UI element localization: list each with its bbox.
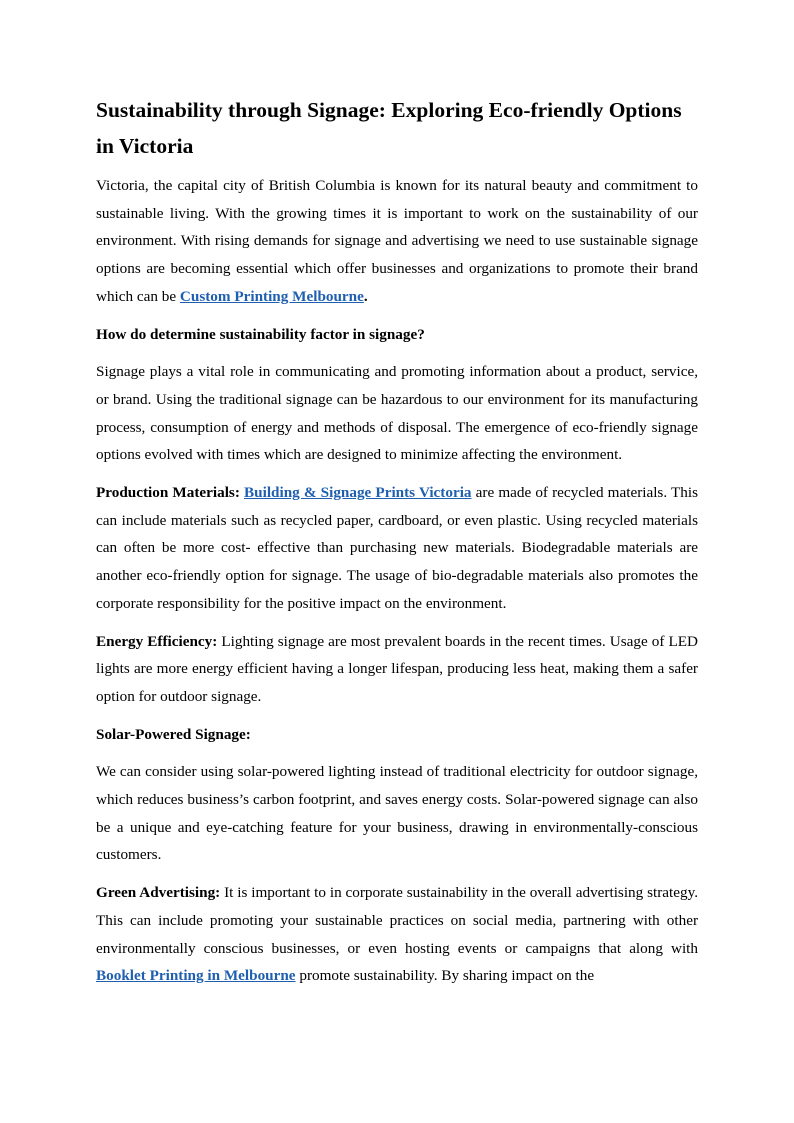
green-advertising-after: promote sustainability. By sharing impact on the <box>295 967 595 985</box>
solar-powered-heading: Solar-Powered Signage: <box>96 725 251 743</box>
production-materials-label: Production Materials: <box>96 484 245 502</box>
custom-printing-melbourne-link[interactable]: Custom Printing Melbourne <box>179 287 364 305</box>
sustainability-factor-heading: How do determine sustainability factor in signage? <box>96 325 425 343</box>
green-advertising-text: It is important to in corporate sustainability in the overall advertising strategy. This can include promoting your sustainable practices on social media, partnering with other environmentally conscious businesses, or even hosting events or campaigns that along with <box>96 884 698 957</box>
document-page <box>96 92 698 1000</box>
signage-role-paragraph: Signage plays a vital role in communicating and promoting information about a product, service, or brand. Using the traditional signage can be hazardous to our environment for its manufacturing process, consumption of energy and methods of disposal. The emergence of eco-friendly signage options evolved with times which are designed to minimize affecting the environment. <box>96 363 698 464</box>
intro-text: Victoria, the capital city of British Columbia is known for its natural beauty and commitment to sustainable living. With the growing times it is important to work on the sustainability of our environment. With rising demands for signage and advertising we need to use sustainable signage options are becoming essential which offer businesses and organizations to promote their brand which can be <box>96 177 698 305</box>
green-advertising-label: Green Advertising: <box>96 884 225 902</box>
energy-efficiency-label: Energy Efficiency: <box>96 632 222 650</box>
green-advertising-paragraph <box>96 879 698 990</box>
intro-paragraph <box>96 172 698 311</box>
energy-efficiency-paragraph <box>96 628 698 711</box>
document-title: Sustainability through Signage: Exploring Eco-friendly Options in Victoria <box>96 98 682 158</box>
solar-powered-paragraph: We can consider using solar-powered lighting instead of traditional electricity for outdoor signage, which reduces business’s carbon footprint, and saves energy costs. Solar-powered signage can also be a unique and eye-catching feature for your business, drawing in environmentally-conscious customers. <box>96 763 698 864</box>
production-materials-text: are made of recycled materials. This can include materials such as recycled paper, cardboard, or even plastic. Using recycled materials can often be more cost- effective than purchasing new materials. Biodegradable materials are another eco-friendly option for signage. The usage of bio-degradable materials also promotes the corporate responsibility for the positive impact on the environment. <box>96 484 698 612</box>
energy-efficiency-text: Lighting signage are most prevalent boards in the recent times. Usage of LED lights are more energy efficient having a longer lifespan, producing less heat, making them a safer option for outdoor signage. <box>96 632 698 705</box>
intro-period: . <box>363 287 368 305</box>
building-signage-prints-link[interactable]: Building & Signage Prints Victoria <box>244 484 472 502</box>
production-materials-paragraph <box>96 479 698 618</box>
booklet-printing-link[interactable]: Booklet Printing in Melbourne <box>96 967 296 985</box>
